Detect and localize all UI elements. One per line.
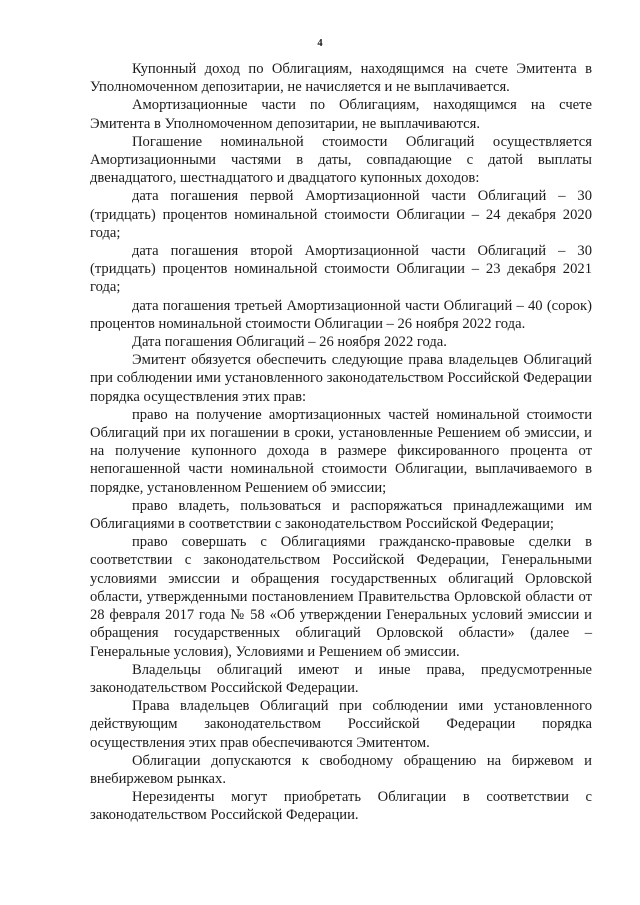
- paragraph-right-to-own: право владеть, пользоваться и распоряжаться принадлежащими им Облигациями в соответствии с законодательством Российской Федерации;: [90, 497, 592, 533]
- paragraph-redemption-date: Дата погашения Облигаций – 26 ноября 2022 года.: [132, 334, 447, 351]
- paragraph-rights-guarantee: Права владельцев Облигаций при соблюдении ими установленного действующим законодательством Российской Федерации порядка осуществления этих прав обеспечиваются Эмитентом.: [90, 698, 592, 751]
- paragraph-redemption-schedule: Погашение номинальной стоимости Облигаций осуществляется Амортизационными частями в даты, совпадающие с датой выплаты двенадцатого, шестнадцатого и двадцатого купонных доходов:: [90, 133, 592, 187]
- paragraph-free-circulation: Облигации допускаются к свободному обращению на биржевом и внебиржевом рынках.: [90, 752, 592, 787]
- paragraph-other-rights: Владельцы облигаций имеют и иные права, предусмотренные законодательством Российской Федерации.: [90, 661, 592, 696]
- paragraph-amortization-parts: Амортизационные части по Облигациям, находящимся на счете Эмитента в Уполномоченном депозитарии, не выплачиваются.: [90, 97, 592, 132]
- paragraph-right-to-transact: право совершать с Облигациями гражданско-правовые сделки в соответствии с законодательством Российской Федерации, Генеральными условиями эмиссии и обращения государственных облигаций Орловской области, утвержденными постановлением Правительства Орловской области от 28 февраля 2017 года № 58 «Об утверждении Генеральных условий эмиссии и обращения государственных облигаций Орловской области» (далее – Генеральные условия), Условиями и Решением об эмиссии.: [90, 534, 592, 660]
- paragraph-issuer-obligations: Эмитент обязуется обеспечить следующие права владельцев Облигаций при соблюдении ими установленного законодательством Российской Федерации порядка осуществления этих прав:: [90, 352, 592, 405]
- paragraph-nonresidents: Нерезиденты могут приобретать Облигации в соответствии с законодательством Российской Федерации.: [90, 789, 592, 824]
- paragraph-first-amortization-date: дата погашения первой Амортизационной части Облигаций – 30 (тридцать) процентов номинальной стоимости Облигации – 24 декабря 2020 года;: [90, 188, 592, 241]
- document-body: [90, 60, 592, 825]
- paragraph-second-amortization-date: дата погашения второй Амортизационной части Облигаций – 30 (тридцать) процентов номинальной стоимости Облигации – 23 декабря 2021 года;: [90, 243, 592, 296]
- page-number: 4: [317, 38, 323, 49]
- paragraph-right-to-income: право на получение амортизационных частей номинальной стоимости Облигаций при их погашении в сроки, установленные Решением об эмиссии, и на получение купонного дохода в размере фиксированного процента от непогашенной части номинальной стоимости Облигации, выплачиваемого в порядке, установленном Решением об эмиссии;: [90, 406, 592, 496]
- paragraph-coupon-income: Купонный доход по Облигациям, находящимся на счете Эмитента в Уполномоченном депозитарии, не начисляется и не выплачивается.: [90, 61, 592, 96]
- paragraph-third-amortization-date: дата погашения третьей Амортизационной части Облигаций – 40 (сорок) процентов номинальной стоимости Облигации – 26 ноября 2022 года.: [90, 297, 592, 332]
